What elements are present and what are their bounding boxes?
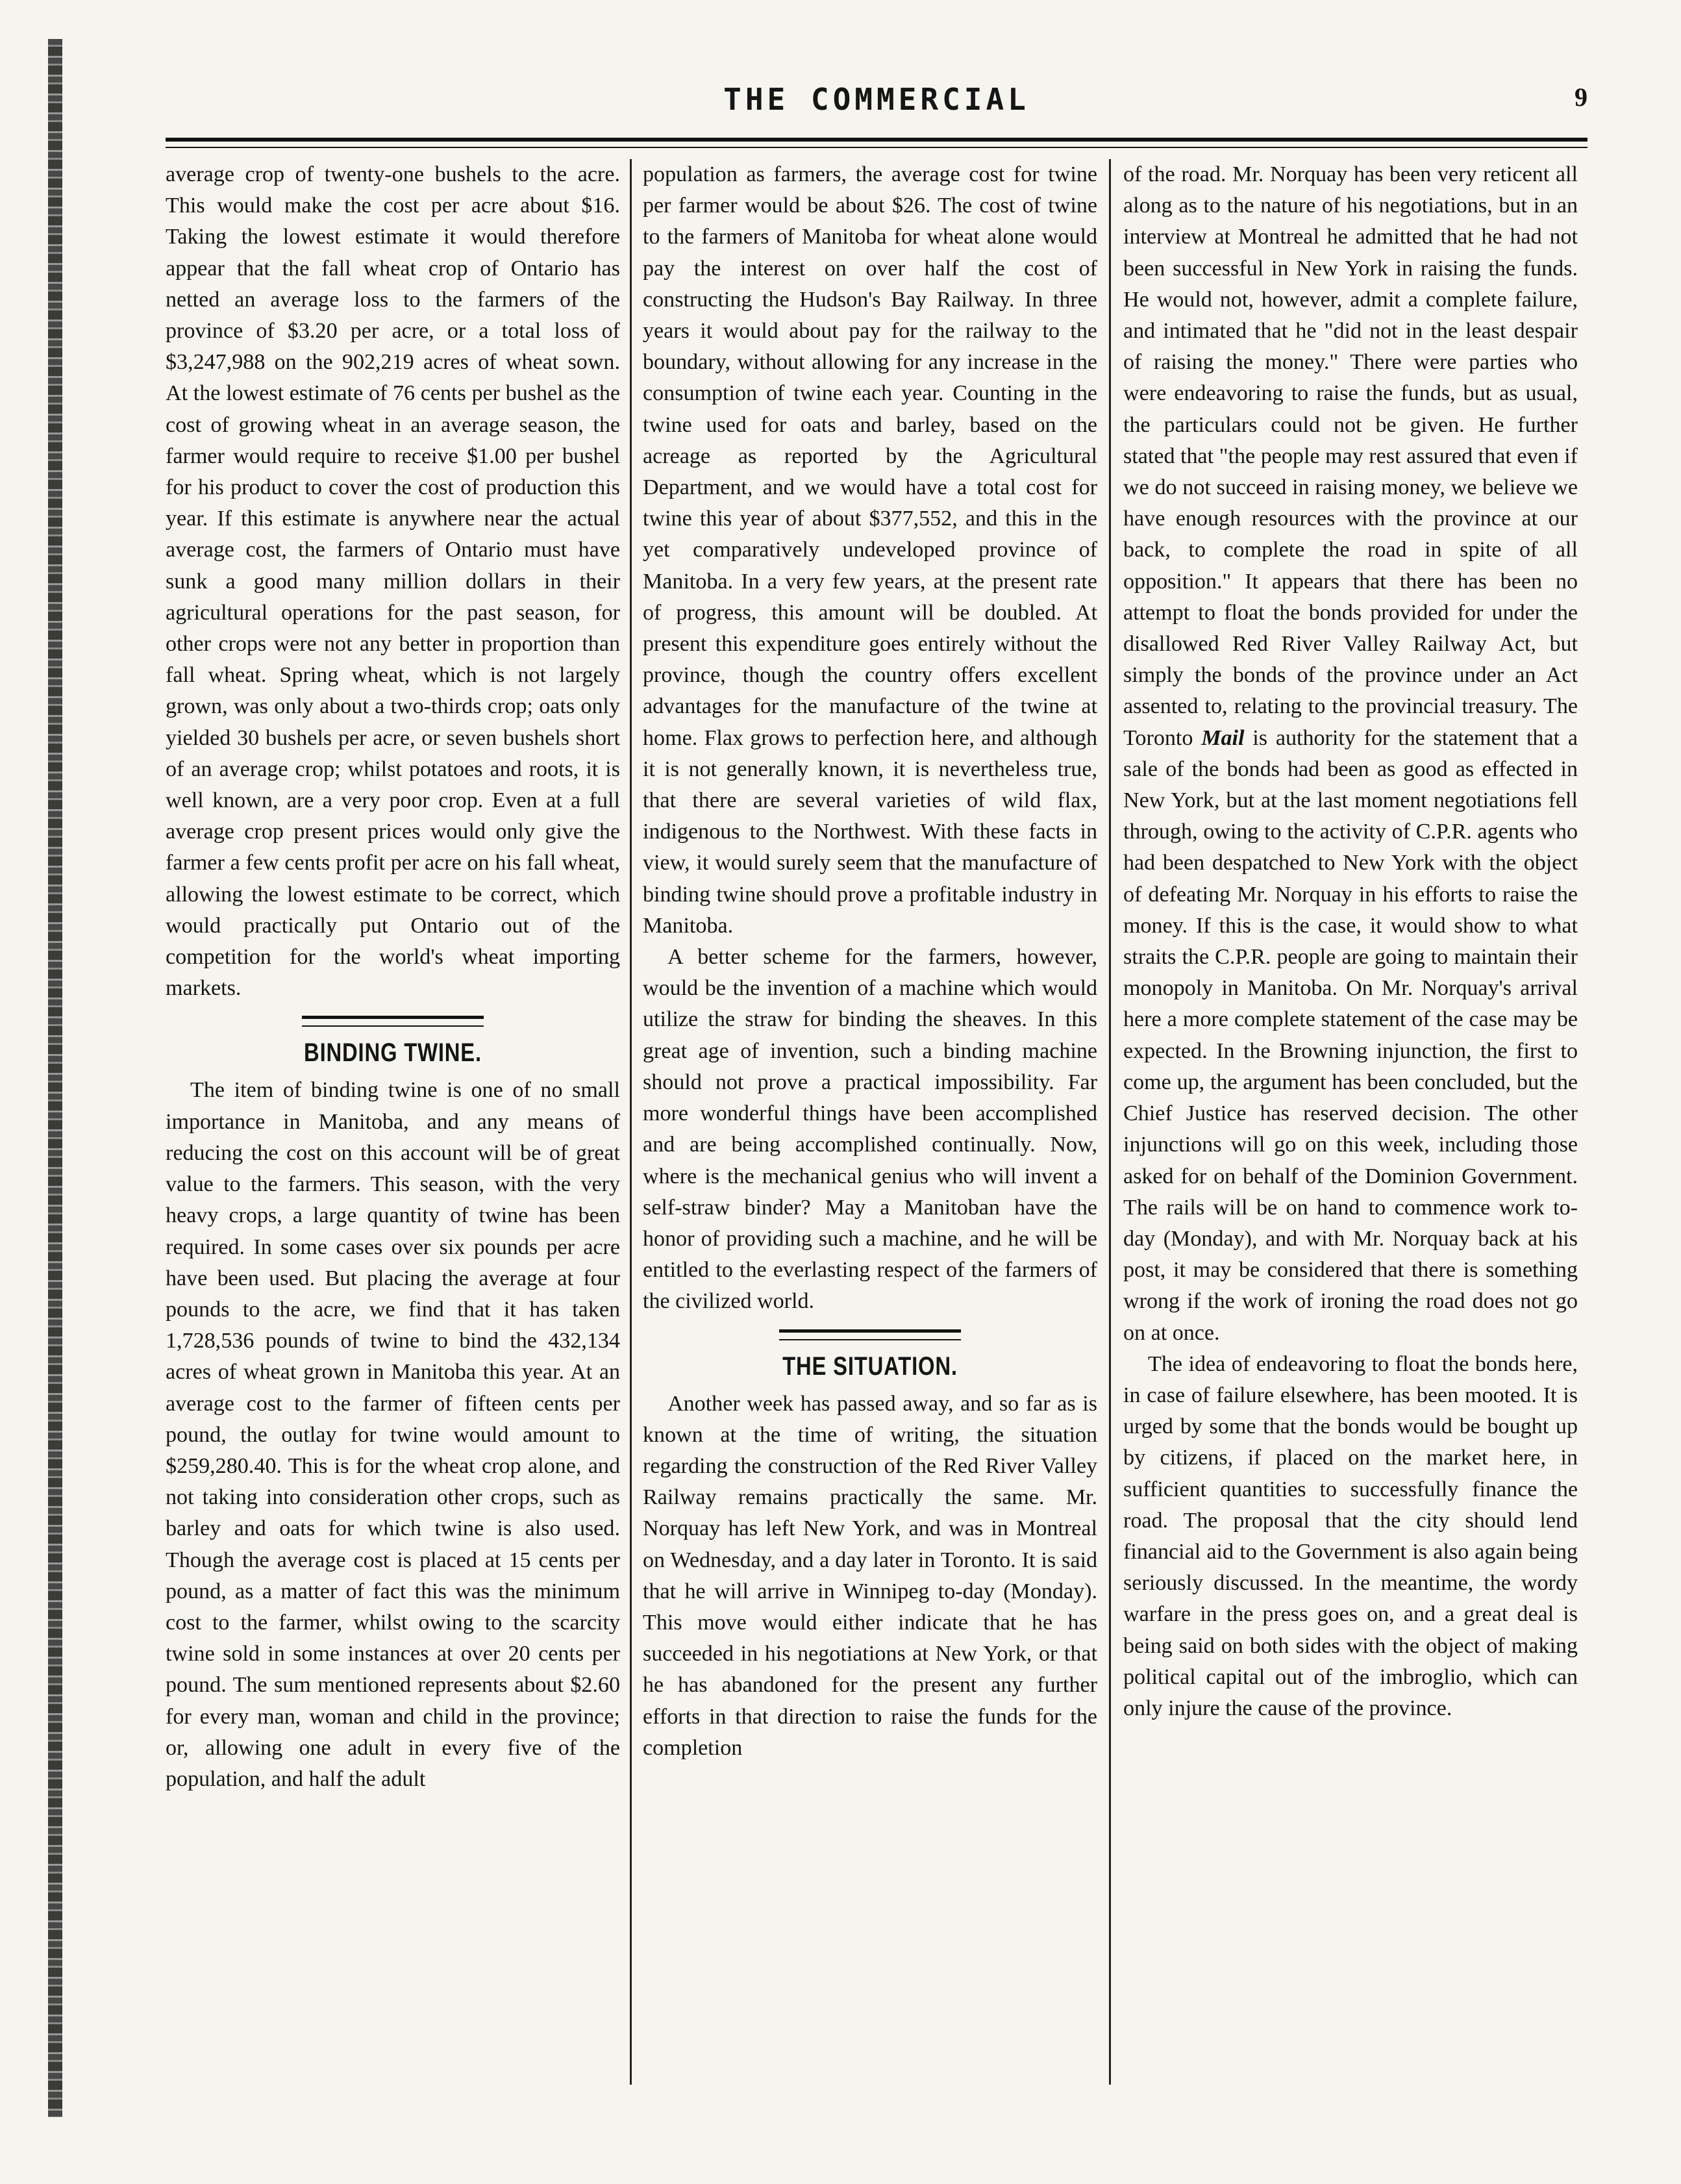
column-1 xyxy=(166,159,620,2085)
binding-spine-shadow xyxy=(48,39,62,2117)
article-paragraph: Another week has passed away, and so far as is known at the time of writing, the situation regarding the construction of the Red River Valley Railway remains practically the same. Mr. Norquay has left New York, and was in Montreal on Wednesday, and a day later in Toronto. It is said that he will arrive in Winnipeg to-day (Monday). This move would either indicate that he has succeeded in his negotiations at New York, or that he has abandoned for the present any further efforts in that direction to raise the funds for the completion xyxy=(643,1391,1097,1760)
text-run: is authority for the statement that a sale of the bonds had been as good as effected in New York, but at the last moment negotiations fell through, owing to the activity of C.P.R. agents who had been despatched to New York with the object of defeating Mr. Norquay in his efforts to raise the money. If this is the case, it would show to what straits the C.P.R. people are going to maintain their monopoly in Manitoba. On Mr. Norquay's arrival here a more complete statement of the case may be expected. In the Browning injunction, the first to come up, the argument has been concluded, but the Chief Justice has reserved decision. The other injunctions will go on this week, including those asked for on behalf of the Dominion Government. The rails will be on hand to commence work to-day (Monday), and with Mr. Norquay back at his post, it may be considered that there is something wrong if the work of ironing the road does not go on at once. xyxy=(1123,725,1578,1345)
page-number: 9 xyxy=(1575,82,1588,112)
newspaper-name-mail: Mail xyxy=(1201,725,1245,750)
article-paragraph: average crop of twenty-one bushels to the acre. This would make the cost per acre about $16. Taking the lowest estimate it would therefore appear that the fall wheat crop of Ontario has netted an average loss to the farmers of the province of $3.20 per acre, or a total loss of $3,247,988 on the 902,219 acres of wheat sown. At the lowest estimate of 76 cents per bushel as the cost of growing wheat in an average season, the farmer would require to receive $1.00 per bushel for his product to cover the cost of production this year. If this estimate is anywhere near the actual average cost, the farmers of Ontario must have sunk a good many million dollars in their agricultural operations for the past season, for other crops were not any better in proportion than fall wheat. Spring wheat, which is not largely grown, was only about a two-thirds crop; oats only yielded 30 bushels per acre, or seven bushels short of an average crop; whilst potatoes and roots, it is well known, are a very poor crop. Even at a full average crop present prices would only give the farmer a few cents profit per acre on his fall wheat, allowing the lowest estimate to be correct, which would practically put Ontario out of the competition for the world's wheat importing markets. xyxy=(166,162,620,1001)
section-heading-the-situation: THE SITUATION. xyxy=(782,1351,958,1381)
article-paragraph: The item of binding twine is one of no small importance in Manitoba, and any means of reducing the cost on this account will be of great value to the farmers. This season, with the very heavy crops, a large quantity of twine has been required. In some cases over six pounds per acre have been used. But placing the average at four pounds to the acre, we find that it has taken 1,728,536 pounds of twine to bind the 432,134 acres of wheat grown in Manitoba this year. At an average cost to the farmer of fifteen cents per pound, the outlay for twine would amount to $259,280.40. This is for the wheat crop alone, and not taking into consideration other crops, such as barley and oats for which twine is also used. Though the average cost is placed at 15 cents per pound, as a matter of fact this was the minimum cost to the farmer, whilst owing to the scarcity twine sold in some instances at over 20 cents per pound. The sum mentioned represents about $2.60 for every man, woman and child in the province; or, allowing one adult in every five of the population, and half the adult xyxy=(166,1078,620,1791)
publication-title: THE COMMERCIAL xyxy=(723,82,1030,117)
article-paragraph: population as farmers, the average cost for twine per farmer would be about $26. The cost of twine to the farmers of Manitoba for wheat alone would pay the interest on over half the cost of constructing the Hudson's Bay Railway. In three years it would about pay for the railway to the boundary, without allowing for any increase in the consumption of twine each year. Counting in the twine used for oats and barley, based on the acreage as reported by the Agricultural Department, and we would have a total cost for twine this year of about $377,552, and this in the yet comparatively undeveloped province of Manitoba. In a very few years, at the present rate of progress, this amount will be doubled. At present this expenditure goes entirely without the province, though the country offers excellent advantages for the manufacture of the twine at home. Flax grows to perfection here, and although it is not generally known, it is nevertheless true, that there are several varieties of wild flax, indigenous to the Northwest. With these facts in view, it would surely seem that the manufacture of binding twine should prove a profitable industry in Manitoba. xyxy=(643,162,1097,938)
column-3 xyxy=(1123,159,1578,2085)
column-divider xyxy=(1109,159,1111,2085)
column-2 xyxy=(643,159,1097,2085)
masthead-rule xyxy=(166,138,1588,148)
section-heading-binding-twine: BINDING TWINE. xyxy=(304,1038,482,1068)
masthead xyxy=(166,82,1588,127)
section-separator xyxy=(779,1329,961,1340)
text-run: of the road. Mr. Norquay has been very reticent all along as to the nature of his negotiations, but in an interview at Montreal he admitted that he had not been successful in New York in raising the funds. He would not, however, admit a complete failure, and intimated that he "did not in the least despair of raising the money." There were parties who were endeavoring to raise the funds, but as usual, the particulars could not be given. He further stated that "the people may rest assured that even if we do not succeed in raising money, we believe we have enough resources with the province at our back, to complete the road in spite of all opposition." It appears that there has been no attempt to float the bonds provided for under the disallowed Red River Valley Railway Act, but simply the bonds of the province under an Act assented to, relating to the provincial treasury. The Toronto xyxy=(1123,162,1578,750)
column-divider xyxy=(630,159,632,2085)
article-paragraph: A better scheme for the farmers, however, would be the invention of a machine which would utilize the straw for binding the sheaves. In this great age of invention, such a binding machine should not prove a practical impossibility. Far more wonderful things have been accomplished and are being accomplished continually. Now, where is the mechanical genius who will invent a self-straw binder? May a Manitoban have the honor of providing such a machine, and he will be entitled to the everlasting respect of the farmers of the civilized world. xyxy=(643,945,1097,1314)
article-paragraph xyxy=(1123,159,1578,1349)
article-paragraph: The idea of endeavoring to float the bonds here, in case of failure elsewhere, has been mooted. It is urged by some that the bonds would be bought up by citizens, if placed on the market here, in sufficient quantities to successfully finance the road. The proposal that the city should lend financial aid to the Government is also again being seriously discussed. In the meantime, the wordy warfare in the press goes on, and a great deal is being said on both sides with the object of making political capital out of the imbroglio, which can only injure the cause of the province. xyxy=(1123,1351,1578,1720)
section-separator xyxy=(302,1016,484,1027)
